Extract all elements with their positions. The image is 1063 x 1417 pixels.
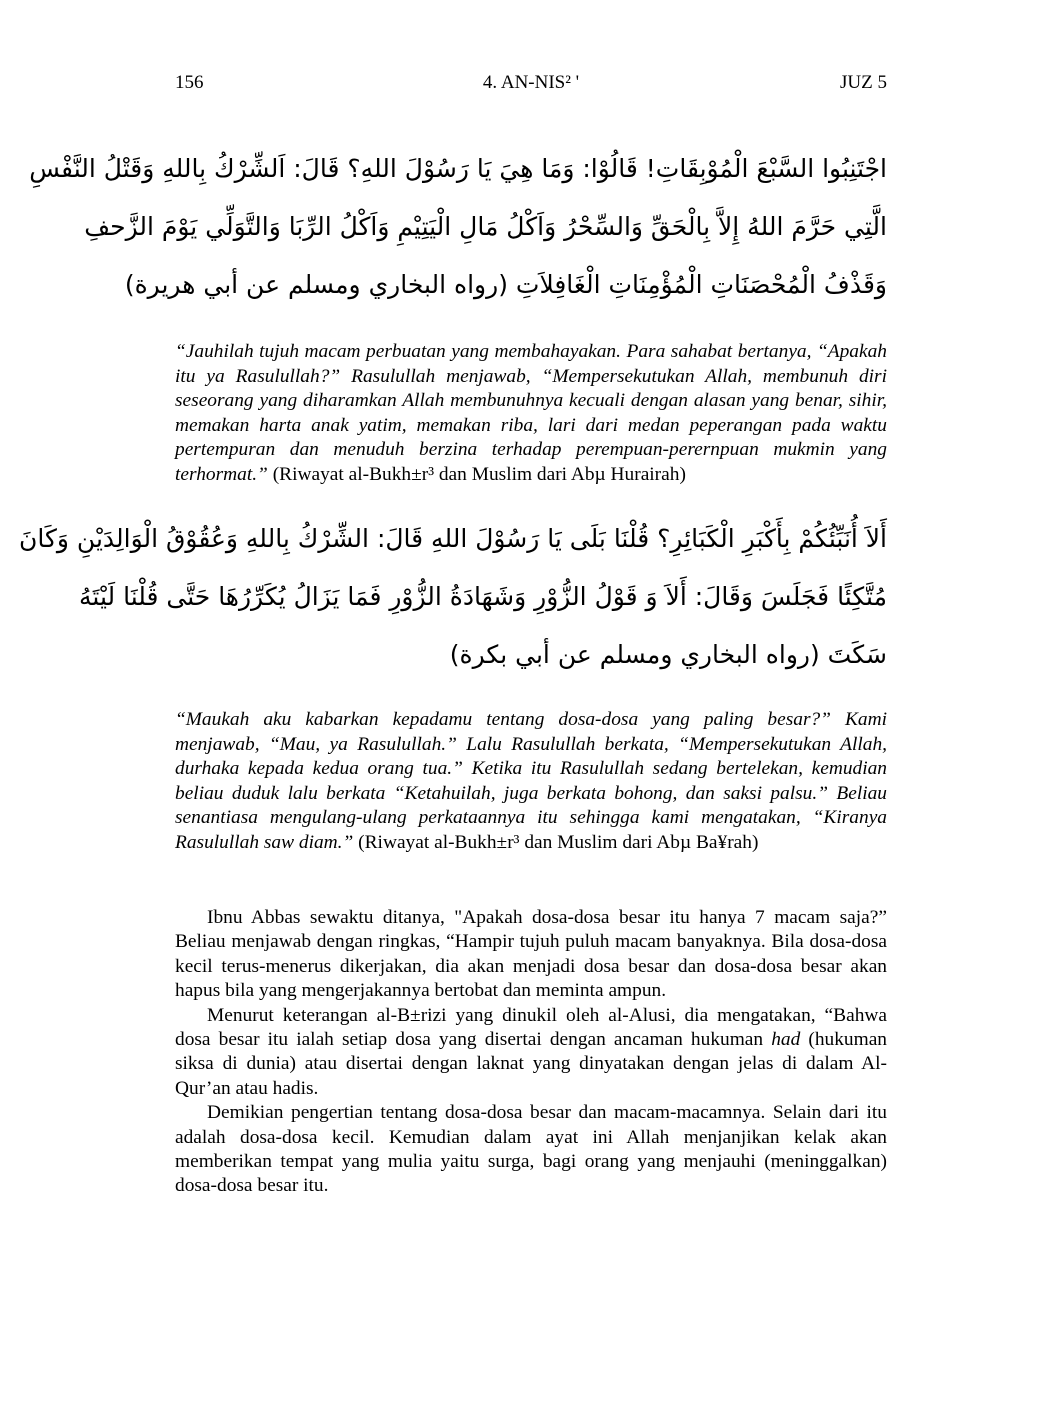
hadith-1-arabic — [29, 140, 887, 314]
juz-label: JUZ 5 — [840, 72, 887, 93]
arabic-line: اجْتَنِبُوا السَّبْعَ الْمُوْبِقَاتِ! قَالُوْا: وَمَا هِيَ يَا رَسُوْلَ اللهِ؟ قَالَ: اَلشِّرْكُ بِاللهِ وَقَتْلُ النَّفْسِ — [29, 154, 887, 183]
paragraph — [175, 1004, 887, 1102]
translation-text: “Jauhilah tujuh macam perbuatan yang membahayakan. Para sahabat bertanya, “Apakah itu ya Rasulullah?” Rasulullah menjawab, “Mempersekutukan Allah, membunuh diri seseorang yang diharamkan Allah membunuhnya kecuali dengan alasan yang benar, sihir, memakan harta anak yatim, memakan riba, lari dari medan peperangan pada waktu pertempuran dan menuduh berzina terhadap perempuan-perernpuan mukmin yang terhormat.” — [175, 341, 887, 485]
translation-text: “Maukah aku kabarkan kepadamu tentang dosa-dosa yang paling besar?” Kami menjawab, “Mau, ya Rasulullah.” Lalu Rasulullah berkata, “Mempersekutukan Allah, durhaka kepada kedua orang tua.” Ketika itu Rasulullah sedang bertelekan, kemudian beliau duduk lalu berkata “Ketahuilah, juga berkata bohong, dan saksi palsu.” Beliau senantiasa mengulang-ulang perkataannya itu sehingga kami mengatakan, “Kiranya Rasulullah saw diam.” — [175, 709, 887, 853]
paragraph-text: (hukuman siksa di dunia) atau disertai dengan laknat yang dinyatakan dengan jelas di dalam Al-Qur’an atau hadis. — [175, 1029, 887, 1099]
hadith-2-arabic — [19, 510, 887, 684]
italic-term: had — [771, 1029, 801, 1051]
paragraph: Ibnu Abbas sewaktu ditanya, "Apakah dosa-dosa besar itu hanya 7 macam saja?” Beliau menjawab dengan ringkas, “Hampir tujuh puluh macam banyaknya. Bila dosa-dosa kecil terus-menerus dikerjakan, dia akan menjadi dosa besar dan dosa-dosa besar akan hapus bila yang mengerjakannya bertobat dan meminta ampun. — [175, 907, 887, 1002]
paragraph-text: Menurut keterangan al-B±rizi yang dinukil oleh al-Alusi, dia mengatakan, “Bahwa dosa besar itu ialah setiap dosa yang disertai dengan ancaman hukuman — [175, 1004, 887, 1051]
chapter-title: 4. AN-NIS² ' — [482, 72, 580, 93]
arabic-line: وَقَذْفُ الْمُحْصَنَاتِ الْمُؤْمِنَاتِ الْغَافِلاَتِ (رواه البخاري ومسلم عن أبي هريرة) — [124, 270, 887, 299]
page-header — [175, 72, 887, 100]
hadith-2-translation — [175, 708, 887, 856]
hadith-1-translation — [175, 340, 887, 488]
hadith-source: (Riwayat al-Bukh±r³ dan Muslim dari Abµ Ba¥rah) — [353, 831, 759, 853]
hadith-source: (Riwayat al-Bukh±r³ dan Muslim dari Abµ Hurairah) — [267, 463, 686, 485]
arabic-line: سَكَتَ (رواه البخاري ومسلم عن أبي بكرة) — [449, 640, 887, 669]
page-number: 156 — [175, 72, 204, 93]
arabic-line: أَلاَ أُنَبِّئُكُمْ بِأَكْبَرِ الْكَبَائِرِ؟ قُلْنَا بَلَى يَا رَسُوْلَ اللهِ قَالَ: الشِّرْكُ بِاللهِ وَعُقُوْقُ الْوَالِدَيْنِ وَكَانَ — [19, 524, 887, 553]
arabic-line: الَّتِي حَرَّمَ اللهُ إِلاَّ بِالْحَقِّ وَالسِّحْرُ وَاَكْلُ مَالِ الْيَتِيْمِ وَاَكْلُ الرِّبَا وَالتَّوَلِّي يَوْمَ الزَّحفِ — [84, 212, 887, 241]
body-text — [175, 906, 887, 1199]
paragraph: Demikian pengertian tentang dosa-dosa besar dan macam-macamnya. Selain dari itu adalah dosa-dosa kecil. Kemudian dalam ayat ini Allah menjanjikan kelak akan memberikan tempat yang mulia yaitu surga, bagi orang yang menjauhi (meninggalkan) dosa-dosa besar itu. — [175, 1102, 887, 1197]
arabic-line: مُتَّكِئًا فَجَلَسَ وَقَالَ: أَلاَ وَ قَوْلُ الزُّوْرِ وَشَهَادَةُ الزُّوْرِ فَمَا يَزَالُ يُكَرِّرُهَا حَتَّى قُلْنَا لَيْتَهُ — [79, 582, 887, 611]
